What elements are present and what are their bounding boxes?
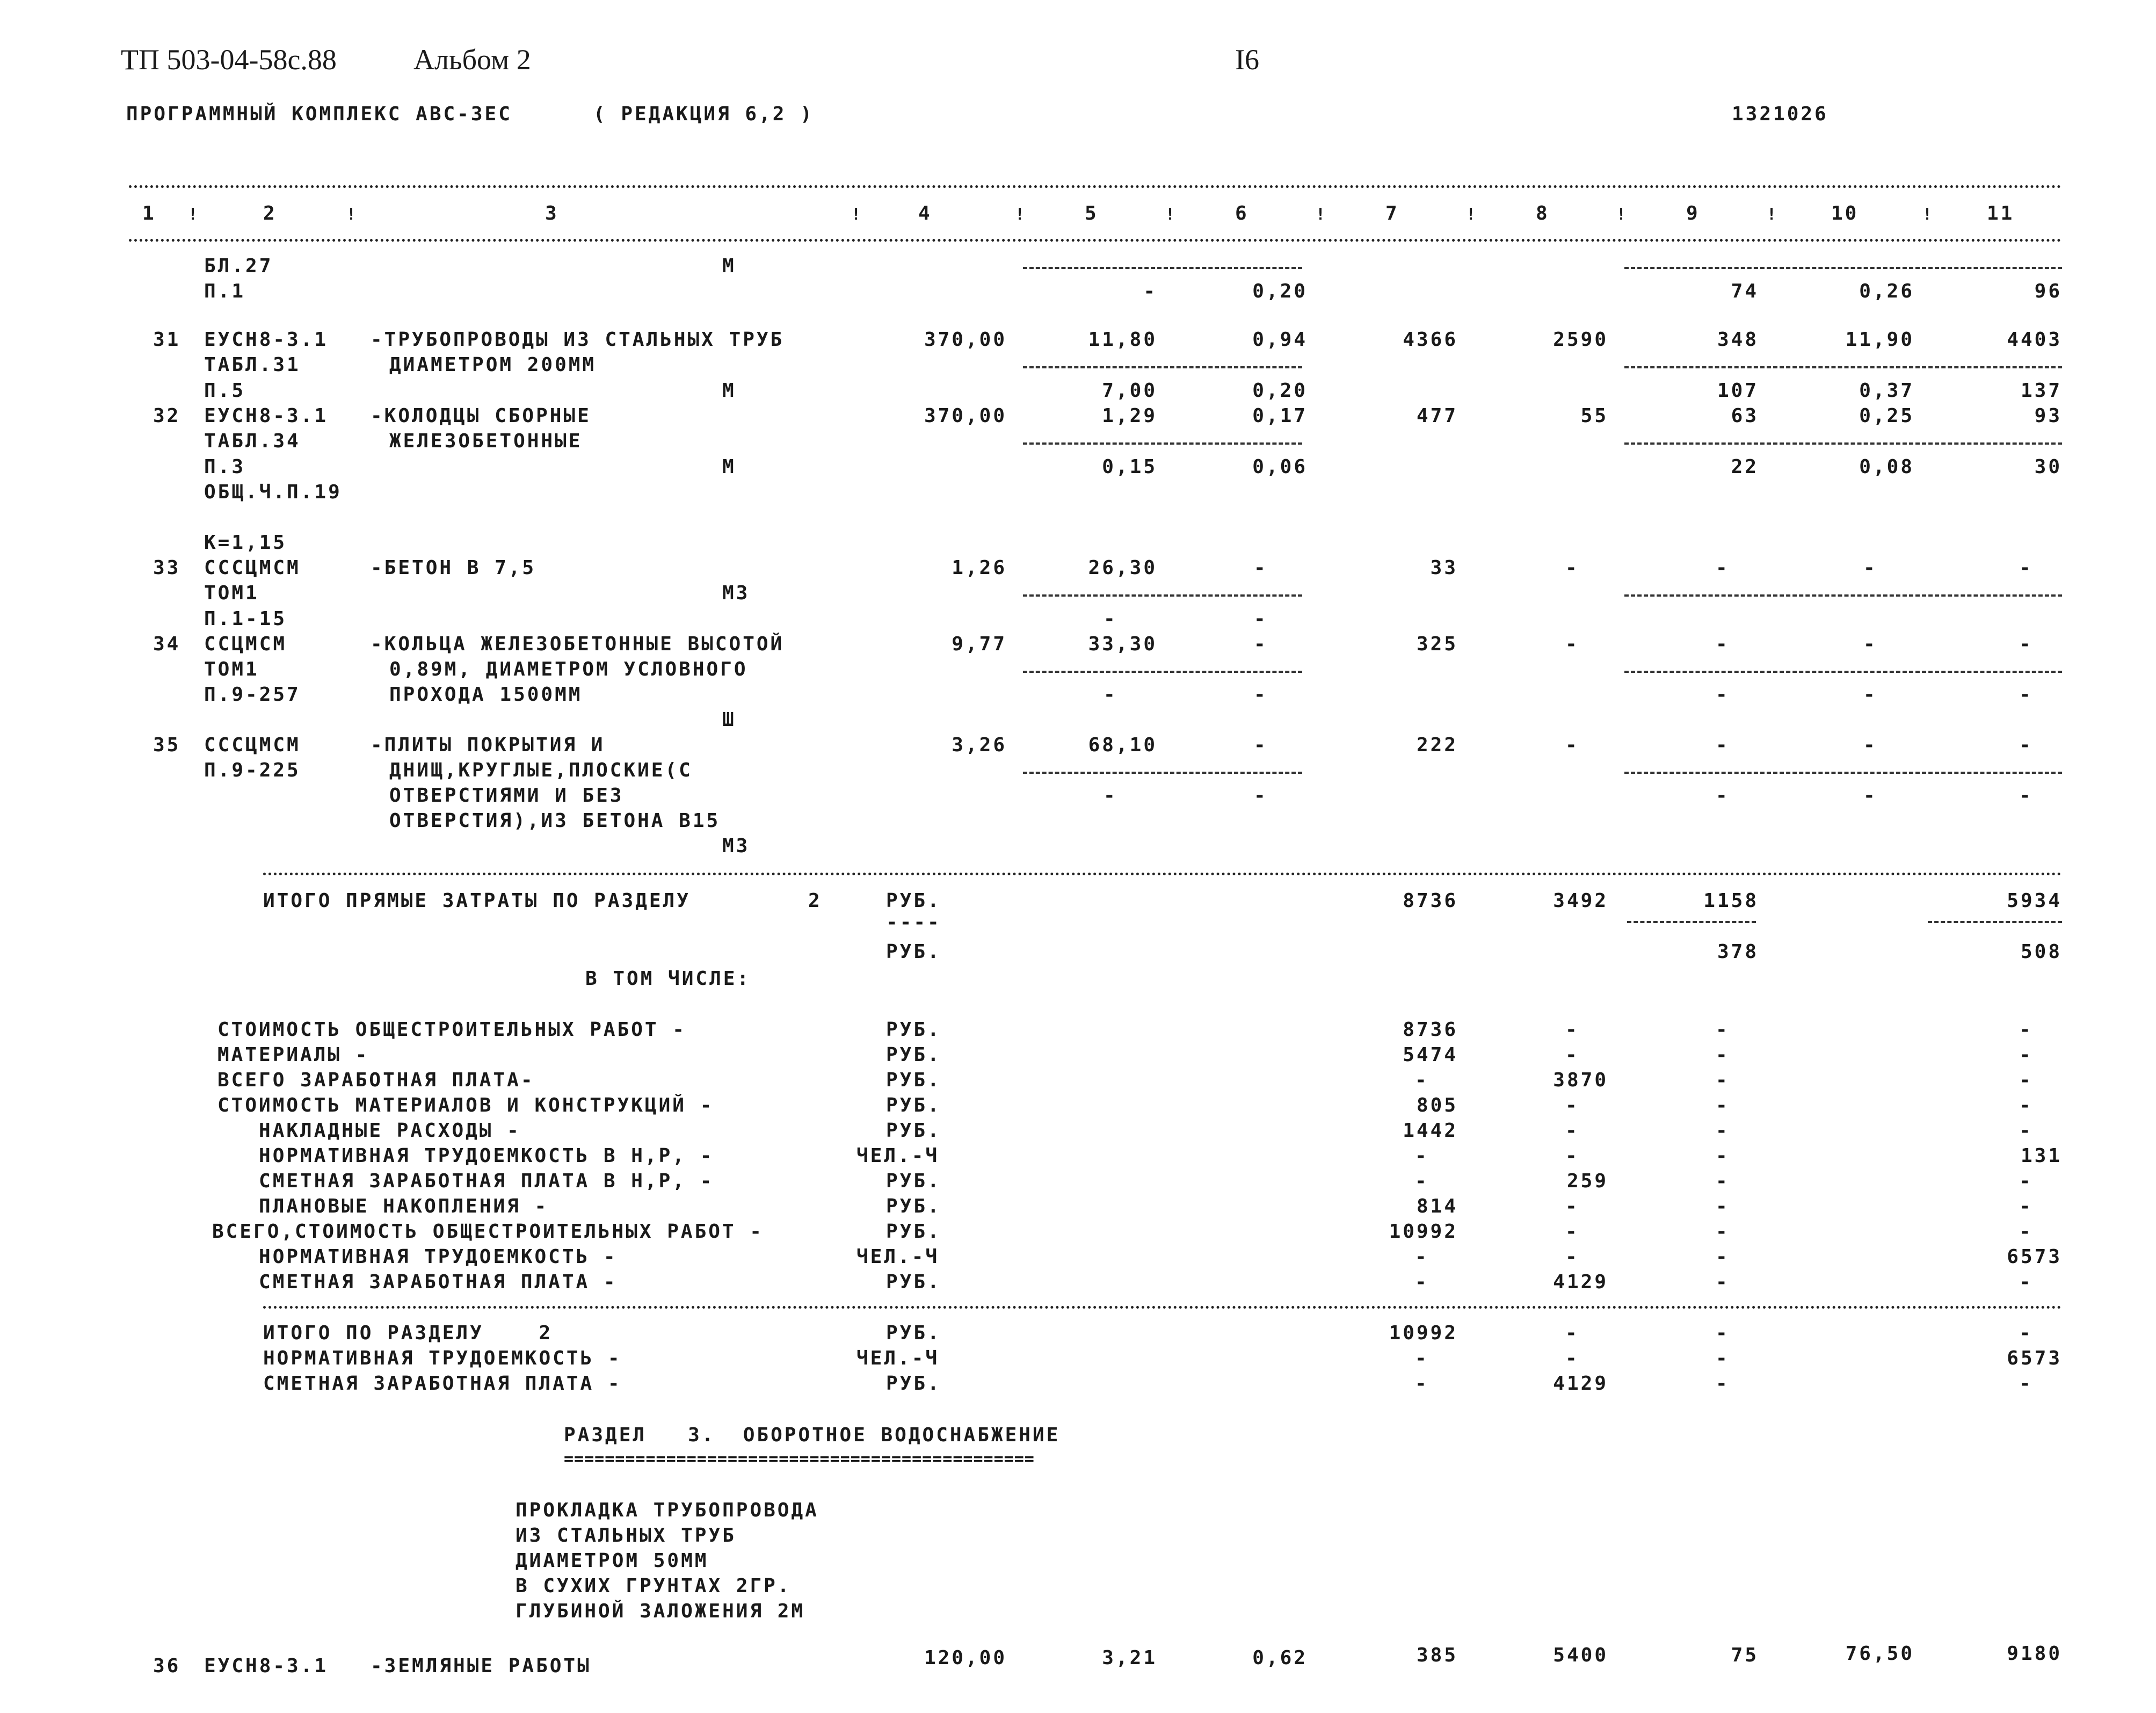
row-code: ТАБЛ.31: [204, 354, 301, 376]
cell-c5: -: [1143, 280, 1157, 302]
cell-c11: 137: [2020, 380, 2062, 402]
breakdown-unit: РУБ.: [886, 1120, 941, 1142]
cell-c9: 348: [1717, 329, 1759, 351]
col-head-10: 10: [1831, 202, 1859, 224]
sub-rule: [1624, 772, 2062, 774]
cell-c8: 2590: [1553, 329, 1608, 351]
row-description: -ЗЕМЛЯНЫЕ РАБОТЫ: [371, 1655, 591, 1677]
row-number: 35: [153, 734, 181, 756]
breakdown-c7: 5474: [1403, 1044, 1458, 1066]
section-total-rule: [263, 1306, 2062, 1309]
col-head-9: 9: [1686, 202, 1700, 224]
breakdown-unit: РУБ.: [886, 1170, 941, 1192]
cell-c10: 0,25: [1859, 405, 1914, 427]
breakdown-label: ПЛАНОВЫЕ НАКОПЛЕНИЯ -: [217, 1195, 549, 1217]
cell-c11: 9180: [2007, 1643, 2062, 1665]
cell-c9: 107: [1717, 380, 1759, 402]
breakdown-unit: РУБ.: [886, 1094, 941, 1116]
cell-c7: 33: [1430, 557, 1458, 579]
row-description: -ПЛИТЫ ПОКРЫТИЯ И: [371, 734, 605, 756]
row-code: ЕУСН8-3.1: [204, 1655, 329, 1677]
cell-c5: 26,30: [1088, 557, 1157, 579]
page-number: I6: [1235, 43, 1259, 76]
direct-costs-section: 2: [808, 890, 822, 912]
col-sep: !: [1466, 205, 1478, 224]
cell-c9: -: [1716, 684, 1730, 706]
row-description: -КОЛОДЦЫ СБОРНЫЕ: [371, 405, 591, 427]
row-description: -ТРУБОПРОВОДЫ ИЗ СТАЛЬНЫХ ТРУБ: [371, 329, 785, 351]
col-head-11: 11: [1987, 202, 2015, 224]
breakdown-c11: -: [2019, 1170, 2033, 1192]
breakdown-unit: РУБ.: [886, 1195, 941, 1217]
cell-c4: 3,26: [952, 734, 1007, 756]
row-code: П.9-225: [204, 759, 301, 781]
col-head-5: 5: [1085, 202, 1099, 224]
breakdown-unit: РУБ.: [886, 1271, 941, 1293]
breakdown-c7: -: [1415, 1246, 1429, 1268]
cell-c11: 30: [2034, 456, 2062, 478]
breakdown-c11: -: [2019, 1094, 2033, 1116]
direct-costs-label: ИТОГО ПРЯМЫЕ ЗАТРАТЫ ПО РАЗДЕЛУ: [263, 890, 691, 912]
section-total-c11: -: [2019, 1322, 2033, 1344]
cell-c8: -: [1565, 734, 1579, 756]
cell-c7: 325: [1416, 633, 1458, 655]
cell-c5: -: [1104, 608, 1117, 630]
cell-c6: -: [1254, 557, 1268, 579]
cell-c5: 7,00: [1102, 380, 1157, 402]
cell-c11: 4403: [2007, 329, 2062, 351]
cell-c9: -: [1716, 633, 1730, 655]
sub-rule: [1023, 671, 1302, 673]
cell-c10: -: [1863, 633, 1877, 655]
row-code: П.5: [204, 380, 246, 402]
cell-c9: -: [1716, 557, 1730, 579]
section-3-desc-line: ГЛУБИНОЙ ЗАЛОЖЕНИЯ 2М: [516, 1600, 805, 1622]
direct-dash: ----: [886, 911, 941, 933]
row-code: ТОМ1: [204, 658, 259, 680]
row-code: СССЦМСМ: [204, 734, 301, 756]
direct-costs-unit: РУБ.: [886, 890, 941, 912]
breakdown-label: СМЕТНАЯ ЗАРАБОТНАЯ ПЛАТА -: [217, 1271, 618, 1293]
section-total-c11: 6573: [2007, 1347, 2062, 1369]
cell-c5: 68,10: [1088, 734, 1157, 756]
sub-rule: [1627, 921, 1756, 923]
col-separators: !: [188, 205, 198, 224]
edition-label: ( РЕДАКЦИЯ 6,2 ): [593, 103, 814, 125]
cell-c5: 0,15: [1102, 456, 1157, 478]
row-unit: Ш: [722, 709, 736, 731]
cell-c6: -: [1254, 633, 1268, 655]
section-total-c11: -: [2019, 1373, 2033, 1395]
breakdown-c8: -: [1565, 1094, 1579, 1116]
breakdown-c9: -: [1716, 1170, 1730, 1192]
sub-rule: [1624, 366, 2062, 368]
breakdown-label: СМЕТНАЯ ЗАРАБОТНАЯ ПЛАТА В Н,Р, -: [217, 1170, 714, 1192]
section-total-unit: РУБ.: [886, 1373, 941, 1395]
section-total-c8: -: [1565, 1347, 1579, 1369]
cell-c11: -: [2019, 633, 2033, 655]
cell-c6: 0,17: [1252, 405, 1308, 427]
col-sep: !: [1015, 205, 1027, 224]
breakdown-label: НАКЛАДНЫЕ РАСХОДЫ -: [217, 1120, 521, 1142]
row-code: П.1-15: [204, 608, 287, 630]
breakdown-c11: -: [2019, 1221, 2033, 1243]
cell-c5: 1,29: [1102, 405, 1157, 427]
cell-c4: 370,00: [924, 405, 1007, 427]
cell-c10: 11,90: [1845, 329, 1914, 351]
row-unit: М3: [722, 582, 750, 604]
row-code: ССЦМСМ: [204, 633, 287, 655]
col-sep: !: [1767, 205, 1779, 224]
breakdown-c7: 1442: [1403, 1120, 1458, 1142]
row-number: 32: [153, 405, 181, 427]
section-3-desc-line: ИЗ СТАЛЬНЫХ ТРУБ: [516, 1525, 736, 1547]
cell-c8: 5400: [1553, 1644, 1608, 1666]
cell-c10: 0,26: [1859, 280, 1914, 302]
cell-c11: -: [2019, 734, 2033, 756]
document-code: 1321026: [1732, 103, 1828, 125]
breakdown-c7: -: [1415, 1170, 1429, 1192]
row-description: ДИАМЕТРОМ 200ММ: [389, 354, 597, 376]
cell-c6: -: [1254, 734, 1268, 756]
sub-rule: [1023, 366, 1302, 368]
cell-c5: -: [1104, 684, 1117, 706]
section-total-c9: -: [1716, 1347, 1730, 1369]
cell-c8: 55: [1580, 405, 1608, 427]
section-total-label: НОРМАТИВНАЯ ТРУДОЕМКОСТЬ -: [263, 1347, 622, 1369]
breakdown-c7: -: [1415, 1069, 1429, 1091]
cell-c5: 33,30: [1088, 633, 1157, 655]
section-total-c9: -: [1716, 1373, 1730, 1395]
section-total-c9: -: [1716, 1322, 1730, 1344]
breakdown-unit: РУБ.: [886, 1221, 941, 1243]
doc-code: ТП 503-04-58с.88: [121, 43, 337, 76]
cell-c6: 0,94: [1252, 329, 1308, 351]
cell-c5: -: [1104, 785, 1117, 807]
row-description: ОТВЕРСТИЯМИ И БЕЗ: [389, 785, 624, 807]
col-sep: !: [1616, 205, 1629, 224]
cell-c4: 1,26: [952, 557, 1007, 579]
breakdown-c8: -: [1565, 1195, 1579, 1217]
section-3-desc-line: ПРОКЛАДКА ТРУБОПРОВОДА: [516, 1499, 819, 1521]
row-code: ТАБЛ.34: [204, 430, 301, 452]
col-head-6: 6: [1235, 202, 1249, 224]
cell-c6: -: [1254, 608, 1268, 630]
col-sep: !: [851, 205, 863, 224]
row-description: -КОЛЬЦА ЖЕЛЕЗОБЕТОННЫЕ ВЫСОТОЙ: [371, 633, 785, 655]
cell-c10: -: [1863, 684, 1877, 706]
cell-c10: -: [1863, 734, 1877, 756]
breakdown-c7: 814: [1416, 1195, 1458, 1217]
cell-c9: 74: [1731, 280, 1759, 302]
row-unit: М: [722, 456, 736, 478]
section-total-c7: 10992: [1389, 1322, 1458, 1344]
col-sep: !: [1922, 205, 1935, 224]
breakdown-label: СТОИМОСТЬ МАТЕРИАЛОВ И КОНСТРУКЦИЙ -: [217, 1094, 714, 1116]
cell-c8: -: [1565, 557, 1579, 579]
breakdown-c8: 4129: [1553, 1271, 1608, 1293]
breakdown-unit: РУБ.: [886, 1044, 941, 1066]
section-total-c7: -: [1415, 1373, 1429, 1395]
header-bottom-rule: [129, 239, 2062, 242]
col-head-8: 8: [1536, 202, 1550, 224]
breakdown-unit: ЧЕЛ.-Ч: [856, 1246, 940, 1268]
cell-c11: 93: [2034, 405, 2062, 427]
breakdown-label: МАТЕРИАЛЫ -: [217, 1044, 369, 1066]
direct2-c9: 378: [1717, 941, 1759, 963]
direct-c8: 3492: [1553, 890, 1608, 912]
breakdown-c9: -: [1716, 1120, 1730, 1142]
cell-c11: -: [2019, 557, 2033, 579]
col-head-4: 4: [918, 202, 932, 224]
row-number: 36: [153, 1655, 181, 1677]
cell-c7: 385: [1416, 1644, 1458, 1666]
section-total-label: ИТОГО ПО РАЗДЕЛУ 2: [263, 1322, 553, 1344]
breakdown-c8: -: [1565, 1246, 1579, 1268]
row-code: БЛ.27: [204, 255, 273, 277]
row-unit: М: [722, 255, 736, 277]
breakdown-label: ВСЕГО ЗАРАБОТНАЯ ПЛАТА-: [217, 1069, 535, 1091]
breakdown-c7: 8736: [1403, 1019, 1458, 1041]
cell-c10: 0,08: [1859, 456, 1914, 478]
section-3-title: РАЗДЕЛ 3. ОБОРОТНОЕ ВОДОСНАБЖЕНИЕ: [564, 1424, 1061, 1446]
row-description: 0,89М, ДИАМЕТРОМ УСЛОВНОГО: [389, 658, 748, 680]
section-3-desc-line: ДИАМЕТРОМ 50ММ: [516, 1550, 709, 1572]
cell-c7: 222: [1416, 734, 1458, 756]
sub-rule: [1624, 594, 2062, 597]
table-top-rule: [129, 185, 2062, 188]
breakdown-c7: 805: [1416, 1094, 1458, 1116]
cell-c9: -: [1716, 785, 1730, 807]
breakdown-c7: 10992: [1389, 1221, 1458, 1243]
col-sep: !: [346, 205, 359, 224]
breakdown-c7: -: [1415, 1271, 1429, 1293]
sub-rule: [1624, 442, 2062, 445]
breakdown-unit: ЧЕЛ.-Ч: [856, 1145, 940, 1167]
cell-c6: 0,06: [1252, 456, 1308, 478]
row-unit: М: [722, 380, 736, 402]
cell-c6: -: [1254, 684, 1268, 706]
cell-c10: -: [1863, 785, 1877, 807]
sub-rule: [1928, 921, 2062, 923]
sub-rule: [1023, 267, 1302, 269]
cell-c10: 76,50: [1845, 1643, 1914, 1665]
direct-c11: 5934: [2007, 890, 2062, 912]
section-3-underline: ==============================================: [564, 1450, 1035, 1469]
breakdown-label: СТОИМОСТЬ ОБЩЕСТРОИТЕЛЬНЫХ РАБОТ -: [217, 1019, 686, 1041]
col-head-7: 7: [1385, 202, 1399, 224]
breakdown-c9: -: [1716, 1246, 1730, 1268]
breakdown-c11: -: [2019, 1271, 2033, 1293]
cell-c9: 63: [1731, 405, 1759, 427]
breakdown-c8: -: [1565, 1145, 1579, 1167]
breakdown-c8: 259: [1566, 1170, 1608, 1192]
row-code: П.9-257: [204, 684, 301, 706]
row-number: 31: [153, 329, 181, 351]
cell-c7: 477: [1416, 405, 1458, 427]
direct-c7: 8736: [1403, 890, 1458, 912]
cell-c9: -: [1716, 734, 1730, 756]
cell-c8: -: [1565, 633, 1579, 655]
direct-unit-2: РУБ.: [886, 941, 941, 963]
row-code: П.1: [204, 280, 246, 302]
row-description: ОТВЕРСТИЯ),ИЗ БЕТОНА В15: [389, 810, 721, 832]
direct-c9: 1158: [1703, 890, 1759, 912]
breakdown-c11: -: [2019, 1195, 2033, 1217]
row-unit: М3: [722, 835, 750, 857]
cell-c4: 120,00: [924, 1647, 1007, 1669]
section-total-label: СМЕТНАЯ ЗАРАБОТНАЯ ПЛАТА -: [263, 1373, 622, 1395]
col-head-2: 2: [263, 202, 277, 224]
breakdown-c11: -: [2019, 1019, 2033, 1041]
breakdown-label: НОРМАТИВНАЯ ТРУДОЕМКОСТЬ -: [217, 1246, 618, 1268]
including-label: В ТОМ ЧИСЛЕ:: [585, 968, 751, 990]
col-head-1: 1: [142, 202, 156, 224]
section-total-c8: 4129: [1553, 1373, 1608, 1395]
breakdown-c11: -: [2019, 1120, 2033, 1142]
row-code: ЕУСН8-3.1: [204, 405, 329, 427]
row-code: ТОМ1: [204, 582, 259, 604]
breakdown-c8: -: [1565, 1120, 1579, 1142]
cell-c11: 96: [2034, 280, 2062, 302]
cell-c5: 3,21: [1102, 1647, 1157, 1669]
row-code: ЕУСН8-3.1: [204, 329, 329, 351]
breakdown-c9: -: [1716, 1069, 1730, 1091]
breakdown-c7: -: [1415, 1145, 1429, 1167]
cell-c9: 22: [1731, 456, 1759, 478]
breakdown-label: ВСЕГО,СТОИМОСТЬ ОБЩЕСТРОИТЕЛЬНЫХ РАБОТ -: [212, 1221, 764, 1243]
sub-rule: [1023, 772, 1302, 774]
section-3-desc-line: В СУХИХ ГРУНТАХ 2ГР.: [516, 1575, 792, 1597]
breakdown-c9: -: [1716, 1271, 1730, 1293]
breakdown-c9: -: [1716, 1019, 1730, 1041]
cell-c6: -: [1254, 785, 1268, 807]
row-code: П.3: [204, 456, 246, 478]
row-code: К=1,15: [204, 532, 287, 554]
breakdown-c11: 6573: [2007, 1246, 2062, 1268]
cell-c10: -: [1863, 557, 1877, 579]
breakdown-unit: РУБ.: [886, 1069, 941, 1091]
section-total-unit: РУБ.: [886, 1322, 941, 1344]
cell-c11: -: [2019, 785, 2033, 807]
col-head-3: 3: [545, 202, 559, 224]
sub-rule: [1624, 671, 2062, 673]
row-description: ПРОХОДА 1500ММ: [389, 684, 583, 706]
totals-rule: [263, 873, 2062, 875]
breakdown-c11: 131: [2020, 1145, 2062, 1167]
breakdown-c8: -: [1565, 1044, 1579, 1066]
cell-c6: 0,20: [1252, 280, 1308, 302]
row-description: -БЕТОН В 7,5: [371, 557, 536, 579]
col-sep: !: [1165, 205, 1178, 224]
cell-c10: 0,37: [1859, 380, 1914, 402]
row-description: ЖЕЛЕЗОБЕТОННЫЕ: [389, 430, 583, 452]
cell-c4: 370,00: [924, 329, 1007, 351]
cell-c4: 9,77: [952, 633, 1007, 655]
row-number: 34: [153, 633, 181, 655]
cell-c5: 11,80: [1088, 329, 1157, 351]
sub-rule: [1023, 594, 1302, 597]
breakdown-c11: -: [2019, 1044, 2033, 1066]
row-description: ДНИЩ,КРУГЛЫЕ,ПЛОСКИЕ(С: [389, 759, 693, 781]
breakdown-c8: -: [1565, 1019, 1579, 1041]
sub-rule: [1023, 442, 1302, 445]
breakdown-c8: 3870: [1553, 1069, 1608, 1091]
breakdown-unit: РУБ.: [886, 1019, 941, 1041]
breakdown-c11: -: [2019, 1069, 2033, 1091]
program-name: ПРОГРАММНЫЙ КОМПЛЕКС АВС-3ЕС: [126, 103, 512, 125]
section-total-c7: -: [1415, 1347, 1429, 1369]
sub-rule: [1624, 267, 2062, 269]
row-code: ОБЩ.Ч.П.19: [204, 481, 342, 503]
breakdown-c9: -: [1716, 1195, 1730, 1217]
breakdown-c9: -: [1716, 1221, 1730, 1243]
col-sep: !: [1316, 205, 1328, 224]
section-total-unit: ЧЕЛ.-Ч: [856, 1347, 940, 1369]
direct2-c11: 508: [2020, 941, 2062, 963]
cell-c11: -: [2019, 684, 2033, 706]
section-total-c8: -: [1565, 1322, 1579, 1344]
breakdown-c9: -: [1716, 1044, 1730, 1066]
breakdown-c9: -: [1716, 1094, 1730, 1116]
breakdown-c9: -: [1716, 1145, 1730, 1167]
cell-c6: 0,62: [1252, 1647, 1308, 1669]
row-number: 33: [153, 557, 181, 579]
breakdown-label: НОРМАТИВНАЯ ТРУДОЕМКОСТЬ В Н,Р, -: [217, 1145, 714, 1167]
cell-c9: 75: [1731, 1644, 1759, 1666]
row-code: СССЦМСМ: [204, 557, 301, 579]
breakdown-c8: -: [1565, 1221, 1579, 1243]
album-label: Альбом 2: [413, 43, 531, 76]
cell-c6: 0,20: [1252, 380, 1308, 402]
cell-c7: 4366: [1403, 329, 1458, 351]
